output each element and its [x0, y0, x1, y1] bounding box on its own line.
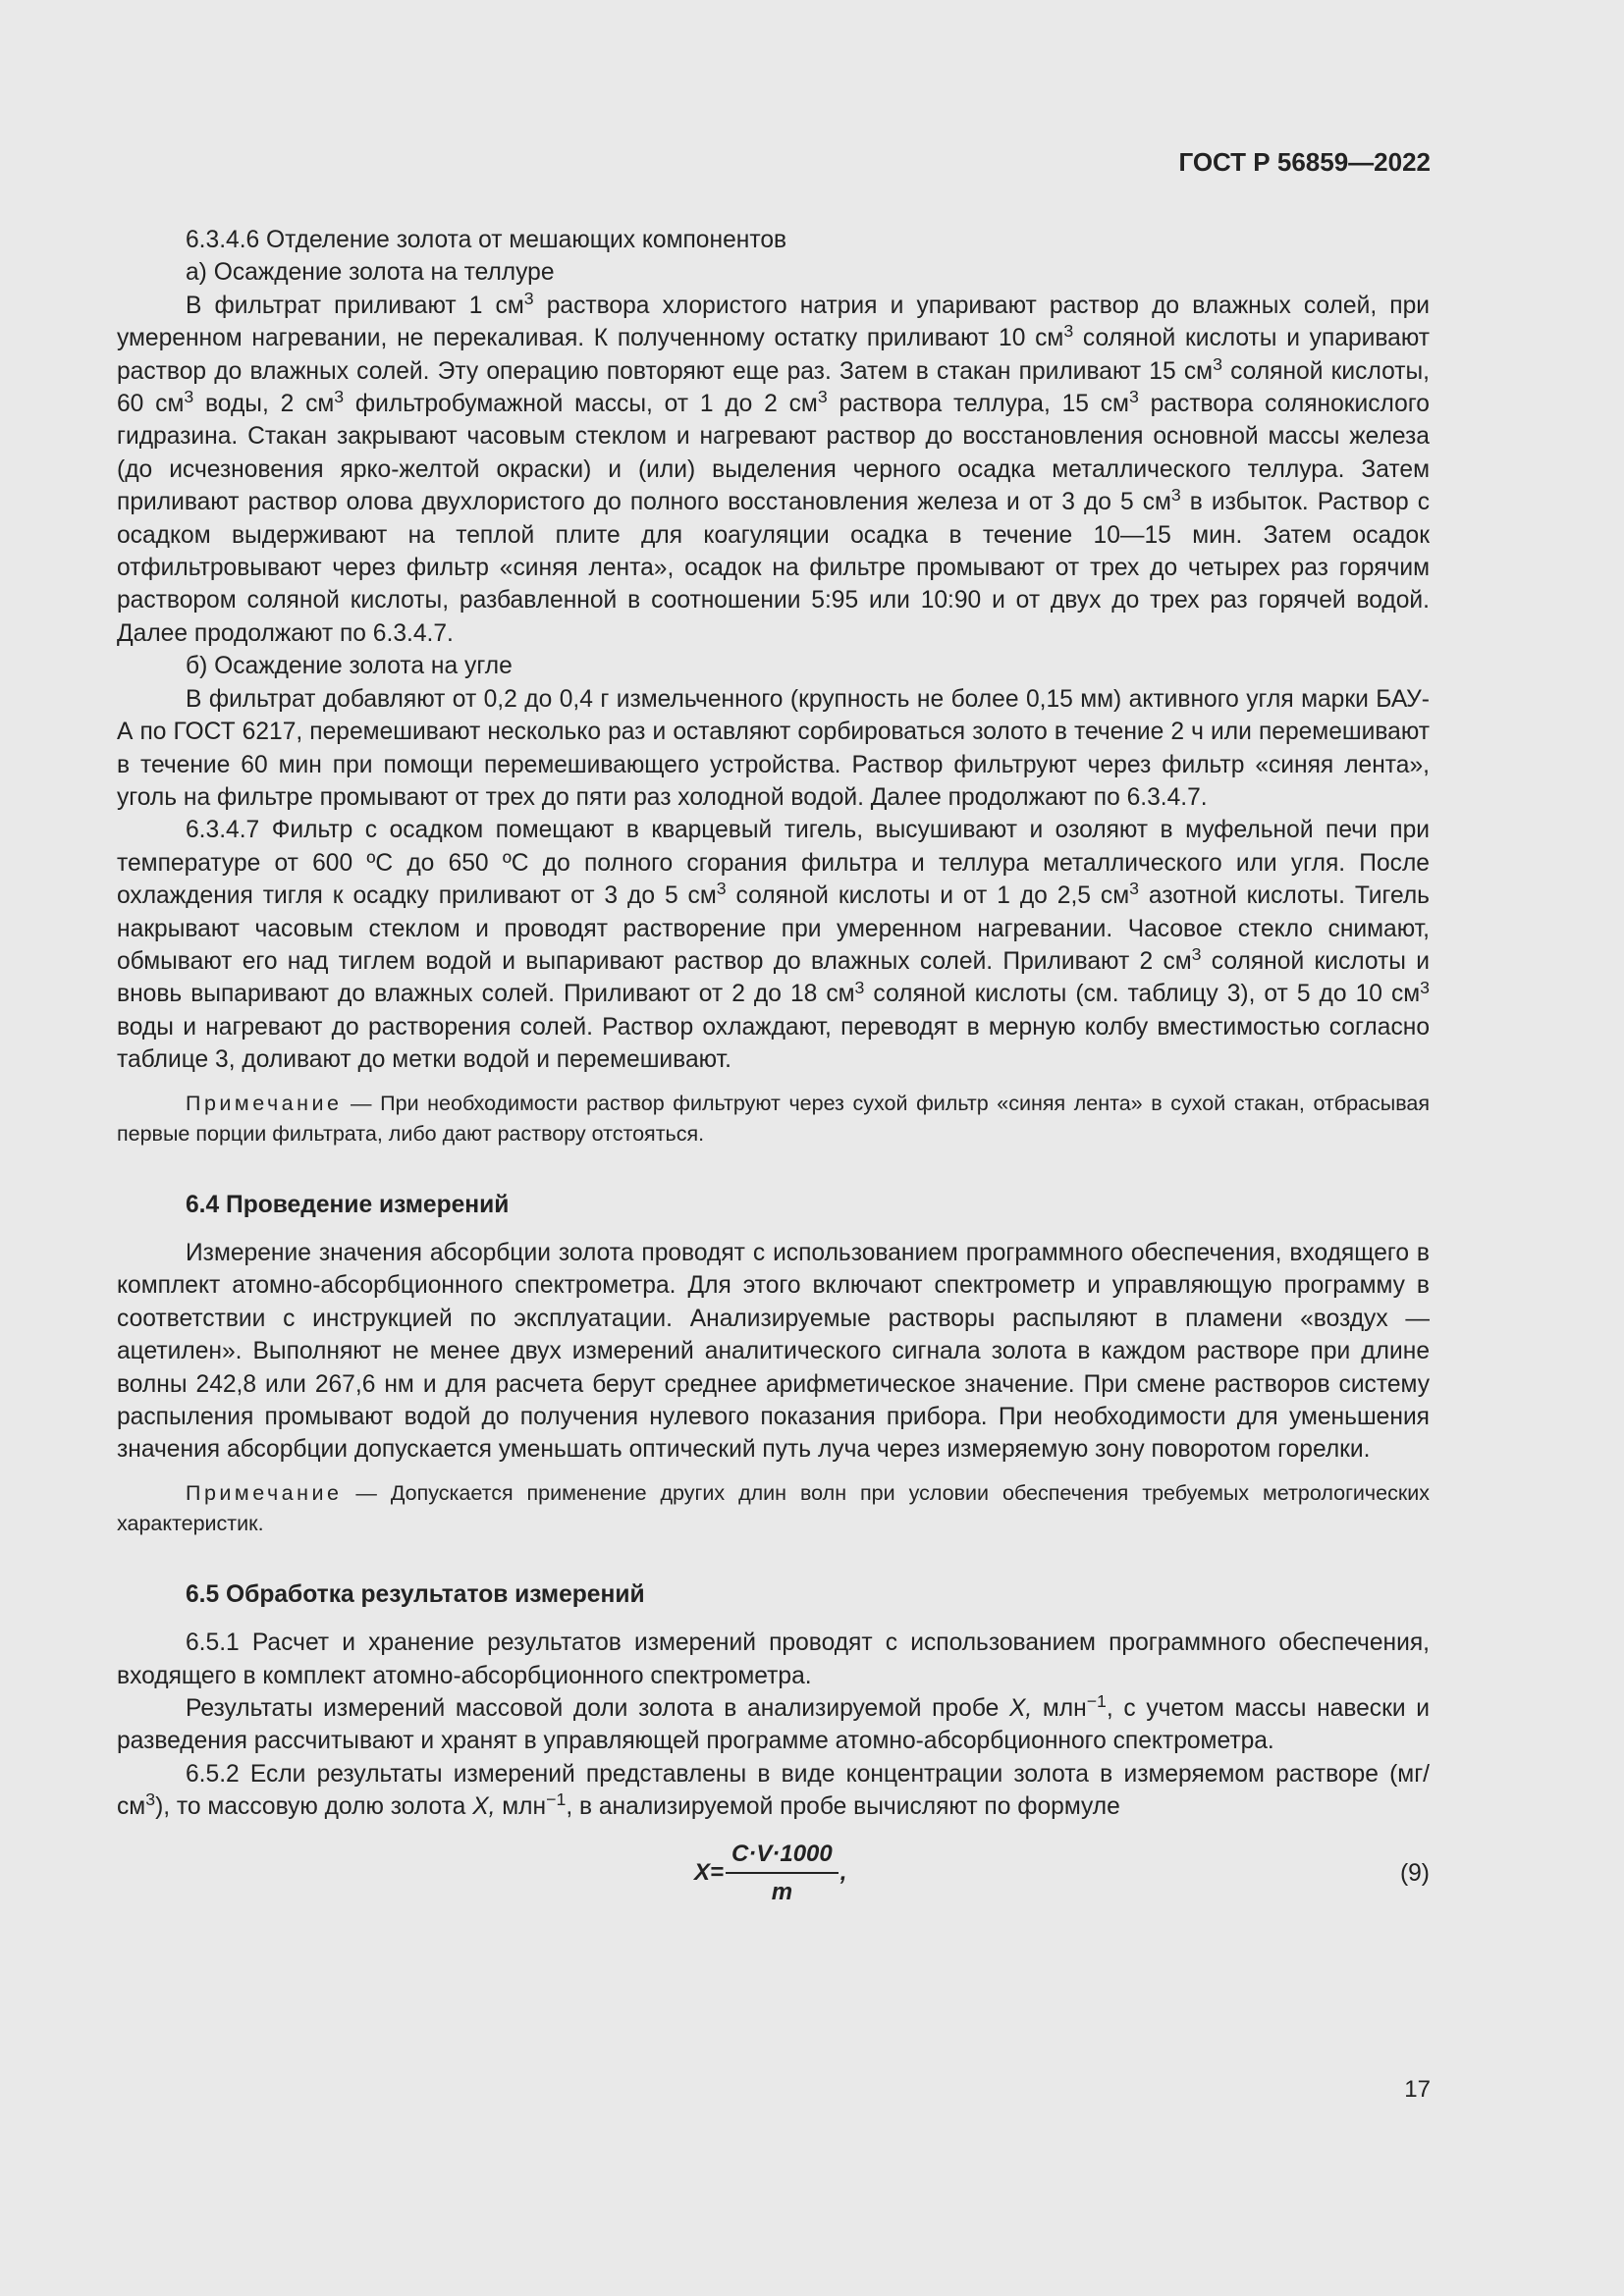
formula-numerator: C·V·1000: [726, 1838, 839, 1874]
section-6347-paragraph: 6.3.4.7 Фильтр с осадком помещают в кварцевый тигель, высушивают и озоляют в муфельной печи при температуре от 600 ºС до 650 ºС до полного сгорания фильтра и теллура металлического или угля. После охлаждения тигля к осадку приливают от 3 до 5 $см^3$ соляной кислоты и от 1 до 2,5 $см^3$ азотной кислоты. Тигель накрывают часовым стеклом и проводят растворение при умеренном нагревании. Часовое стекло снимают, обмывают его над тиглем водой и выпаривают раствор до влажных солей. Приливают 2 $см^3$ соляной кислоты и вновь выпаривают до влажных солей. Приливают от 2 до 18 $см^3$ соляной кислоты (см. таблицу 3), от 5 до 10 $см^3$ воды и нагревают до растворения солей. Раствор охлаждают, переводят в мерную колбу вместимостью согласно таблице 3, доливают до метки водой и перемешивают.: [117, 817, 1431, 1074]
formula-equals: =: [710, 1859, 725, 1887]
section-651-paragraph: 6.5.1 Расчет и хранение результатов измерений проводят с использованием программного обеспечения, входящего в комплект атомно-абсорбционного спектрометра.: [117, 1629, 1430, 1689]
formula-denominator: m: [771, 1879, 793, 1906]
section-6346-title: 6.3.4.6 Отделение золота от мешающих компонентов: [186, 227, 787, 253]
item-a-paragraph: В фильтрат приливают 1 $см^3$ раствора хлористого натрия и упаривают раствор до влажных солей, при умеренном нагревании, не перекаливая. К полученному остатку приливают 10 $см^3$ соляной кислоты и упаривают раствор до влажных солей. Эту операцию повторяют еще раз. Затем в стакан приливают 15 $см^3$ соляной кислоты, 60 $см^3$ воды, 2 $см^3$ фильтробумажной массы, от 1 до 2 $см^3$ раствора теллура, 15 $см^3$ раствора солянокислого гидразина. Стакан закрывают часовым стеклом и нагревают раствор до восстановления основной массы железа (до исчезновения ярко-желтой окраски) и (или) выделения черного осадка металлического теллура. Затем приливают раствор олова двухлористого до полного восстановления железа и от 3 до 5 $см^3$ в избыток. Раствор с осадком выдерживают на теплой плите для коагуляции осадка в течение 10—15 мин. Затем осадок отфильтровывают через фильтр «синяя лента», осадок на фильтре промывают от трех до четырех раз горячим раствором соляной кислоты, разбавленной в соотношении 5:95 или 10:90 и от двух до трех раз горячей водой. Далее продолжают по 6.3.4.7.: [117, 288, 1431, 647]
note-64: Примечание — Допускается применение других длин волн при условии обеспечения требуемых метрологических характеристик.: [117, 1480, 1430, 1535]
formula-lhs: X: [694, 1859, 711, 1887]
note-label: Примечание: [186, 1091, 343, 1115]
page-content: [117, 224, 1430, 1914]
section-652-paragraph: 6.5.2 Если результаты измерений представлены в виде концентрации золота в измеряемом растворе $(мг/см^3)$, то массовую долю золота X, млн$^{-1}$, в анализируемой пробе вычисляют по формуле: [117, 1760, 1430, 1821]
page-number: 17: [1404, 2076, 1431, 2103]
standard-header: ГОСТ Р 56859—2022: [1178, 147, 1431, 177]
section-651-results-paragraph: Результаты измерений массовой доли золота в анализируемой пробе X, млн$^{-1}$, с учетом массы навески и разведения рассчитывают и хранят в управляющей программе атомно-абсорбционного спектрометра.: [117, 1691, 1430, 1755]
note-label: Примечание: [186, 1480, 343, 1505]
item-b-paragraph: В фильтрат добавляют от 0,2 до 0,4 г измельченного (крупность не более 0,15 мм) активного угля марки БАУ-А по ГОСТ 6217, перемешивают несколько раз и оставляют сорбироваться золото в течение 2 ч или перемешивают в течение 60 мин при помощи перемешивающего устройства. Раствор фильтруют через фильтр «синяя лента», уголь на фильтре промывают от трех до пяти раз холодной водой. Далее продолжают по 6.3.4.7.: [117, 685, 1430, 811]
formula-trail: ,: [839, 1859, 847, 1887]
formula-fraction: [726, 1838, 839, 1909]
note-6347: Примечание — При необходимости раствор фильтруют через сухой фильтр «синяя лента» в сухой стакан, отбрасывая первые порции фильтрата, либо дают раствору отстояться.: [117, 1091, 1430, 1146]
item-a-title: а) Осаждение золота на теллуре: [186, 259, 555, 287]
equation-number: (9): [1399, 1859, 1430, 1887]
section-64-paragraph: Измерение значения абсорбции золота проводят с использованием программного обеспечения, входящего в комплект атомно-абсорбционного спектрометра. Для этого включают спектрометр и управляющую программу в соответствии с инструкцией по эксплуатации. Анализируемые растворы распыляют в пламени «воздух — ацетилен». Выполняют не менее двух измерений аналитического сигнала золота в каждом растворе при длине волны 242,8 или 267,6 нм и для расчета берут среднее арифметическое значение. При смене растворов систему распыления промывают водой до получения нулевого показания прибора. При необходимости для уменьшения значения абсорбции допускается уменьшать оптический путь луча через измеряемую зону поворотом горелки.: [117, 1239, 1430, 1464]
section-64-heading: 6.4 Проведение измерений: [186, 1191, 510, 1218]
formula-row: [117, 1836, 1430, 1914]
formula-9: [694, 1838, 846, 1909]
section-65-heading: 6.5 Обработка результатов измерений: [186, 1580, 645, 1608]
item-b-title: б) Осаждение золота на угле: [186, 653, 513, 680]
